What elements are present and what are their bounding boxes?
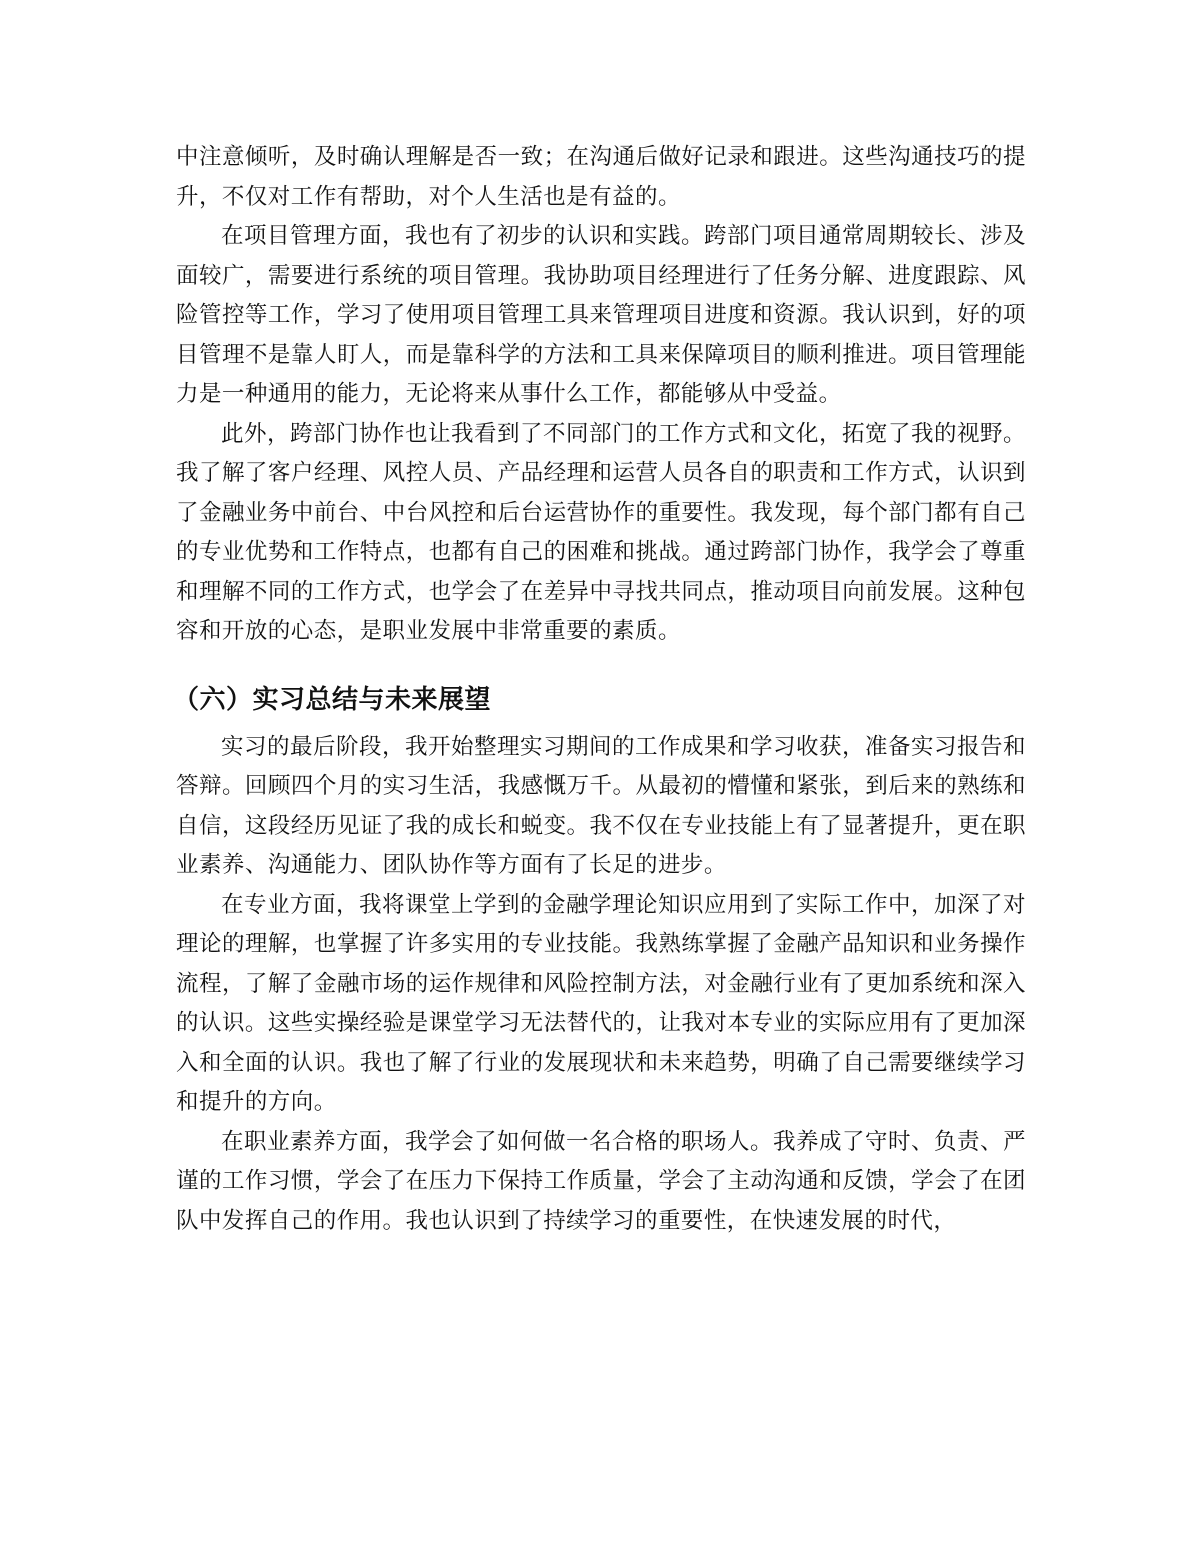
document-body [173, 138, 1026, 1241]
paragraph-continuation: 中注意倾听，及时确认理解是否一致；在沟通后做好记录和跟进。这些沟通技巧的提升，不仅对工作有帮助，对个人生活也是有益的。 [176, 144, 1026, 210]
paragraph-career-qualities: 在职业素养方面，我学会了如何做一名合格的职场人。我养成了守时、负责、严谨的工作习惯，学会了在压力下保持工作质量，学会了主动沟通和反馈，学会了在团队中发挥自己的作用。我也认识到了持续学习的重要性，在快速发展的时代， [176, 1128, 1026, 1234]
paragraph-project-management: 在项目管理方面，我也有了初步的认识和实践。跨部门项目通常周期较长、涉及面较广，需要进行系统的项目管理。我协助项目经理进行了任务分解、进度跟踪、风险管控等工作，学习了使用项目管理工具来管理项目进度和资源。我认识到，好的项目管理不是靠人盯人，而是靠科学的方法和工具来保障项目的顺利推进。项目管理能力是一种通用的能力，无论将来从事什么工作，都能够从中受益。 [176, 223, 1026, 407]
paragraph-final-stage: 实习的最后阶段，我开始整理实习期间的工作成果和学习收获，准备实习报告和答辩。回顾四个月的实习生活，我感慨万千。从最初的懵懂和紧张，到后来的熟练和自信，这段经历见证了我的成长和蜕变。我不仅在专业技能上有了显著提升，更在职业素养、沟通能力、团队协作等方面有了长足的进步。 [176, 733, 1026, 878]
paragraph-cross-department: 此外，跨部门协作也让我看到了不同部门的工作方式和文化，拓宽了我的视野。我了解了客户经理、风控人员、产品经理和运营人员各自的职责和工作方式，认识到了金融业务中前台、中台风控和后台运营协作的重要性。我发现，每个部门都有自己的专业优势和工作特点，也都有自己的困难和挑战。通过跨部门协作，我学会了尊重和理解不同的工作方式，也学会了在差异中寻找共同点，推动项目向前发展。这种包容和开放的心态，是职业发展中非常重要的素质。 [176, 420, 1026, 644]
section-heading: （六）实习总结与未来展望 [173, 684, 492, 715]
paragraph-professional: 在专业方面，我将课堂上学到的金融学理论知识应用到了实际工作中，加深了对理论的理解，也掌握了许多实用的专业技能。我熟练掌握了金融产品知识和业务操作流程，了解了金融市场的运作规律和风险控制方法，对金融行业有了更加系统和深入的认识。这些实操经验是课堂学习无法替代的，让我对本专业的实际应用有了更加深入和全面的认识。我也了解了行业的发展现状和未来趋势，明确了自己需要继续学习和提升的方向。 [176, 891, 1026, 1115]
